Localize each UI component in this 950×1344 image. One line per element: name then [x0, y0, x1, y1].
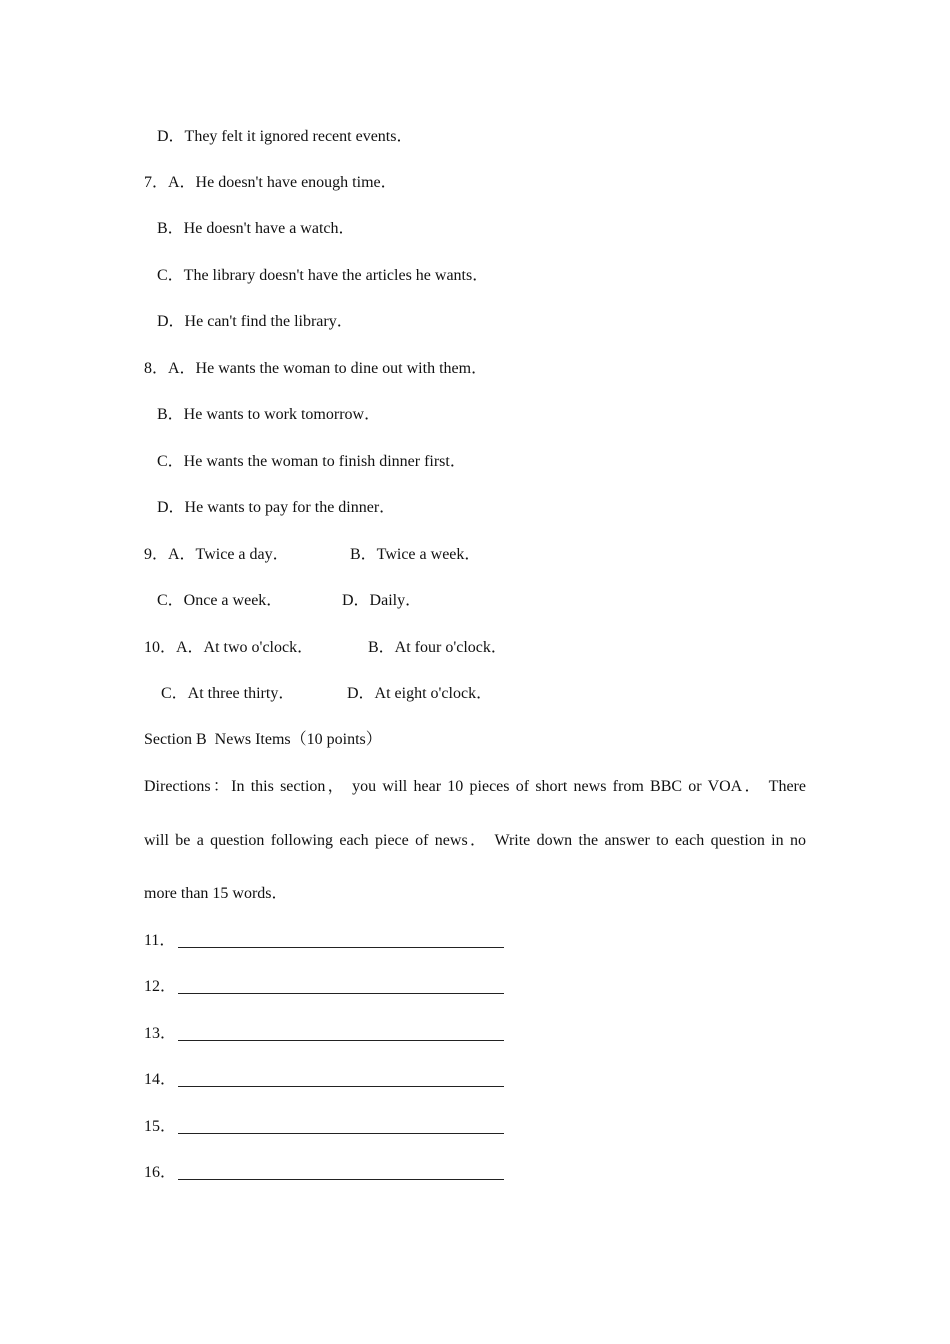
answer-14-blank[interactable] — [178, 1086, 504, 1087]
q9-option-d: D．Daily． — [342, 592, 422, 609]
q9-option-a: 9．A．Twice a day． — [144, 546, 289, 563]
directions-line-2: will be a question following each piece of news． Write down the answer to each question in no — [144, 832, 806, 849]
directions-line-1: Directions：In this section， you will hear 10 pieces of short news from BBC or VOA． There — [144, 778, 806, 795]
q7-option-c: C．The library doesn't have the articles he wants． — [157, 267, 489, 284]
q8-option-c: C．He wants the woman to finish dinner first． — [157, 453, 466, 470]
q7-option-b: B．He doesn't have a watch． — [157, 220, 355, 237]
q7-option-d: D．He can't find the library． — [157, 313, 353, 330]
answer-11-number: 11． — [144, 932, 176, 949]
answer-13-blank[interactable] — [178, 1040, 504, 1041]
answer-12-blank[interactable] — [178, 993, 504, 994]
q10-option-b: B．At four o'clock． — [368, 639, 507, 656]
answer-16-blank[interactable] — [178, 1179, 504, 1180]
answer-14-number: 14． — [144, 1071, 177, 1088]
q9-option-b: B．Twice a week． — [350, 546, 481, 563]
answer-12-number: 12． — [144, 978, 177, 995]
answer-11-blank[interactable] — [178, 947, 504, 948]
q10-option-a: 10．A．At two o'clock． — [144, 639, 314, 656]
q10-option-d: D．At eight o'clock． — [347, 685, 493, 702]
answer-15-number: 15． — [144, 1118, 177, 1135]
answer-16-number: 16． — [144, 1164, 177, 1181]
directions-line-3: more than 15 words． — [144, 885, 288, 902]
q8-option-b: B．He wants to work tomorrow． — [157, 406, 381, 423]
q6-option-d: D．They felt it ignored recent events． — [157, 128, 413, 145]
q8-option-a: 8．A．He wants the woman to dine out with them． — [144, 360, 488, 377]
answer-15-blank[interactable] — [178, 1133, 504, 1134]
q9-option-c: C．Once a week． — [157, 592, 283, 609]
q8-option-d: D．He wants to pay for the dinner． — [157, 499, 396, 516]
q10-option-c: C．At three thirty． — [161, 685, 295, 702]
q7-option-a: 7．A．He doesn't have enough time． — [144, 174, 397, 191]
answer-13-number: 13． — [144, 1025, 177, 1042]
section-b-title: Section B News Items（10 points） — [144, 731, 382, 748]
